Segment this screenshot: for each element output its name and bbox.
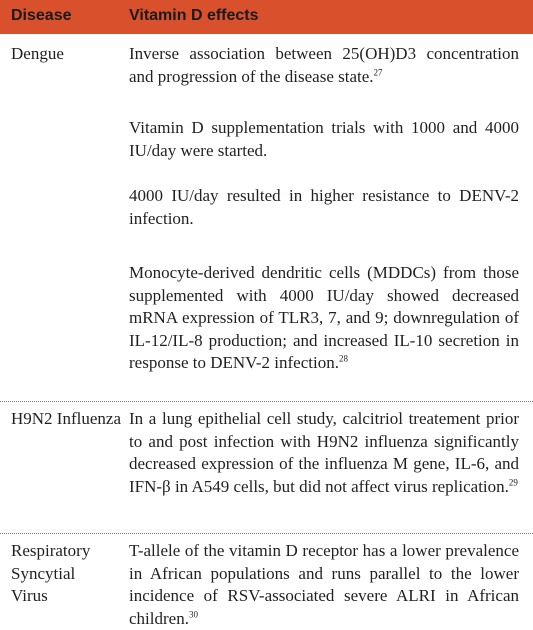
header-disease: Disease [11,7,72,24]
effect-paragraph: Monocyte-derived dendritic cells (MDDCs) from those supplemented with 4000 IU/day showed decreased mRNA expression of TLR3, 7, and 9; downregulation of IL-12/IL-8 production; and increased IL-10 secretion in response to DENV-2 infection.$^{28}$ [129,263,519,372]
row-divider [0,401,533,402]
table-header [0,0,533,34]
effects-cell [129,408,519,498]
effect-paragraph: T-allele of the vitamin D receptor has a lower prevalence in African populations and runs parallel to the lower incidence of RSV-associated severe ALRI in African children.$^{30}$ [129,541,519,628]
reference-number: 29 [508,476,518,487]
effects-cell [129,43,519,88]
effect-paragraph: Vitamin D supplementation trials with 1000 and 4000 IU/day were started. [129,118,519,160]
disease-cell: H9N2 Influenza [11,409,121,428]
reference-number: 27 [373,66,383,77]
reference-number: 30 [188,608,198,619]
effects-cell [129,185,519,230]
effects-cell [129,262,519,375]
effect-paragraph: In a lung epithelial cell study, calcitriol treatement prior to and post infection with H9N2 influenza significantly decreased expression of the influenza M gene, IL-6, and IFN-β in A549 cells, but did not affect virus replication.$^{29}$ [129,409,519,496]
effect-paragraph: Inverse association between 25(OH)D3 concentration and progression of the disease state.$^{27}$ [129,44,519,86]
disease-cell: Dengue [11,44,64,63]
effects-cell [129,540,519,630]
row-divider [0,533,533,534]
reference-number: 28 [338,353,348,364]
disease-cell: Respiratory Syncytial Virus [11,541,91,605]
effect-paragraph: 4000 IU/day resulted in higher resistance to DENV-2 infection. [129,186,519,228]
effects-cell [129,117,519,162]
header-effects: Vitamin D effects [129,7,259,24]
